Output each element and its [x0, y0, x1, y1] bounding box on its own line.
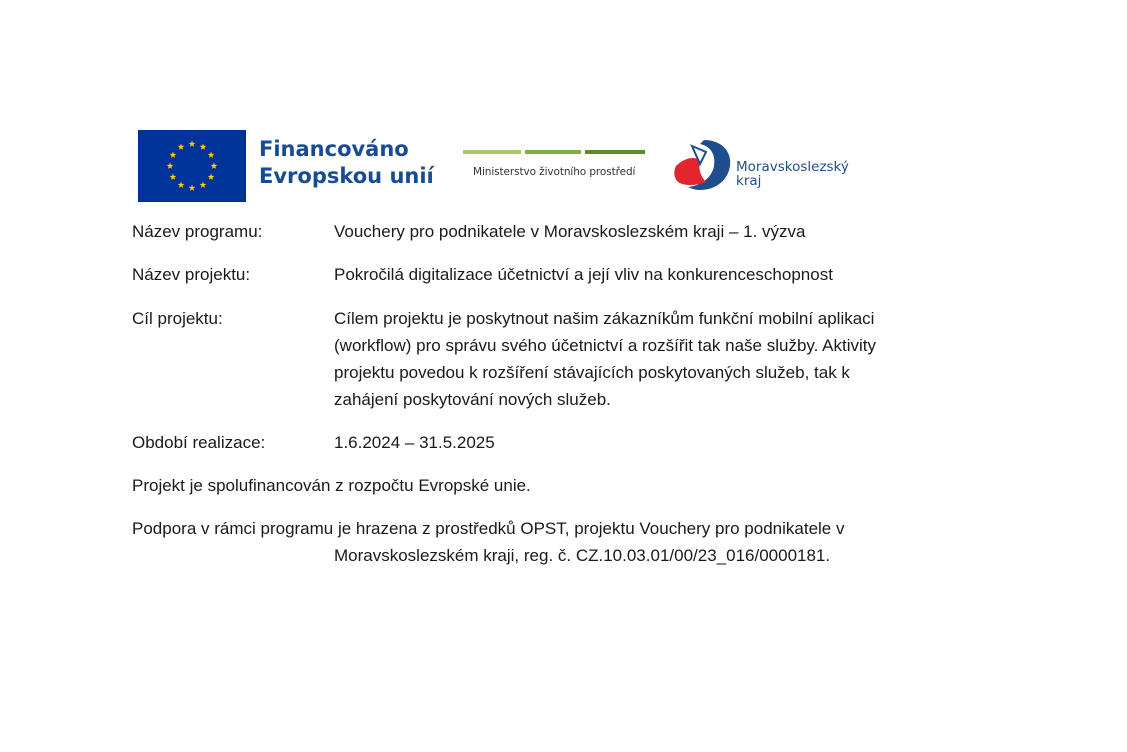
eu-stars-icon	[138, 130, 246, 202]
eu-star-icon	[189, 184, 196, 191]
region-name-line2: kraj	[736, 173, 762, 189]
period-label: Období realizace:	[132, 433, 266, 452]
ministry-line-1	[463, 150, 521, 154]
logo-strip	[138, 128, 868, 204]
goal-line: projektu povedou k rozšíření stávajících poskytovaných služeb, tak k	[334, 363, 850, 382]
eu-star-icon	[208, 151, 215, 158]
eu-star-icon	[200, 181, 207, 188]
goal-label: Cíl projektu:	[132, 309, 223, 328]
period-value: 1.6.2024 – 31.5.2025	[334, 433, 495, 452]
region-emblem-icon	[670, 136, 734, 196]
project-value: Pokročilá digitalizace účetnictví a její vliv na konkurenceschopnost	[334, 265, 833, 284]
support-line-2: Moravskoslezském kraji, reg. č. CZ.10.03.01/00/23_016/0000181.	[334, 546, 831, 565]
eu-star-icon	[178, 143, 185, 150]
eu-text-line1: Financováno	[259, 137, 409, 161]
eu-star-icon	[170, 173, 177, 180]
support-line-1: Podpora v rámci programu je hrazena z prostředků OPST, projektu Vouchery pro podnikatele v	[132, 519, 845, 538]
eu-star-icon	[170, 151, 177, 158]
cofinancing-note: Projekt je spolufinancován z rozpočtu Evropské unie.	[132, 476, 531, 495]
region-logo	[670, 136, 870, 196]
ministry-line-3	[585, 150, 645, 154]
eu-flag-logo	[138, 130, 246, 202]
eu-star-icon	[189, 140, 196, 147]
region-name-line1: Moravskoslezský	[736, 159, 849, 175]
eu-star-icon	[178, 181, 185, 188]
goal-paragraph	[334, 305, 994, 413]
program-value: Vouchery pro podnikatele v Moravskoslezském kraji – 1. výzva	[334, 222, 806, 241]
eu-text-line2: Evropskou unií	[259, 164, 434, 188]
goal-line: Cílem projektu je poskytnout našim zákazníkům funkční mobilní aplikaci	[334, 309, 875, 328]
eu-star-icon	[200, 143, 207, 150]
program-label: Název programu:	[132, 222, 263, 241]
eu-star-icon	[211, 162, 218, 169]
ministry-line-2	[525, 150, 581, 154]
goal-line: (workflow) pro správu svého účetnictví a rozšířit tak naše služby. Aktivity	[334, 336, 876, 355]
ministry-logo	[463, 150, 645, 190]
eu-star-icon	[167, 162, 174, 169]
ministry-logo-lines	[463, 150, 645, 154]
project-label: Název projektu:	[132, 265, 251, 284]
region-name	[736, 160, 849, 188]
eu-funding-text	[259, 136, 434, 190]
ministry-name: Ministerstvo životního prostředí	[473, 166, 636, 178]
goal-line: zahájení poskytování nových služeb.	[334, 390, 611, 409]
eu-star-icon	[208, 173, 215, 180]
